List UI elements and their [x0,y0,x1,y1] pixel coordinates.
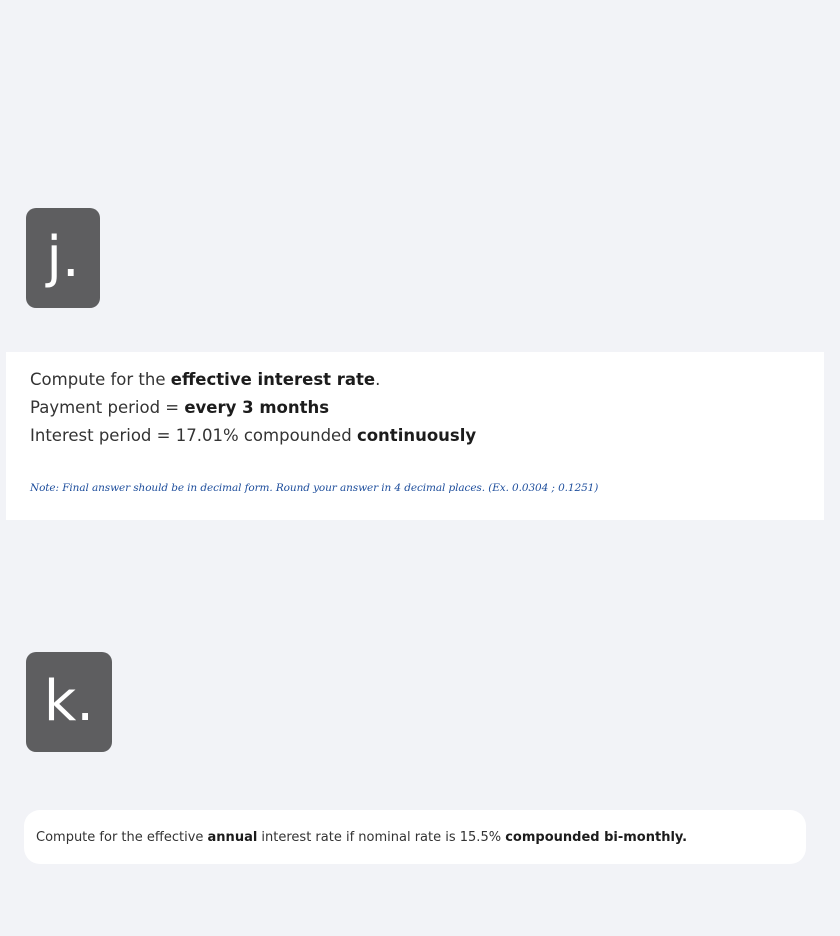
problem-j-line-3-bold: continuously [356,426,477,445]
problem-k-text-2: interest rate if nominal rate is 15.5% [257,829,506,845]
problem-k-card [24,810,806,864]
problem-k-label [26,652,112,752]
problem-j-note: Note: Final answer should be in decimal form. Round your answer in 4 decimal places. (Ex. 0.0304 ; 0.1251) [30,482,599,494]
problem-j-line-1 [30,366,824,394]
problem-j-line-2 [30,394,824,422]
problem-j-label [26,208,100,308]
problem-j-label-text: j. [46,225,80,290]
problem-k-text-1: Compute for the effective [36,829,208,845]
problem-j-line-2-bold: every 3 months [184,398,330,417]
problem-j-line-3-prefix: Interest period = 17.01% compounded [30,426,357,445]
problem-j-line-2-prefix: Payment period = [30,398,185,417]
problem-k-bold-1: annual [207,829,258,845]
problem-j-card [6,352,824,520]
problem-j-line-1-bold: effective interest rate [170,370,376,389]
problem-k-label-text: k. [43,669,95,734]
problem-j-line-1-suffix: . [375,370,381,389]
problem-j-line-3 [30,422,824,450]
problem-j-line-1-prefix: Compute for the [30,370,171,389]
problem-k-bold-2: compounded bi-monthly. [505,829,688,845]
